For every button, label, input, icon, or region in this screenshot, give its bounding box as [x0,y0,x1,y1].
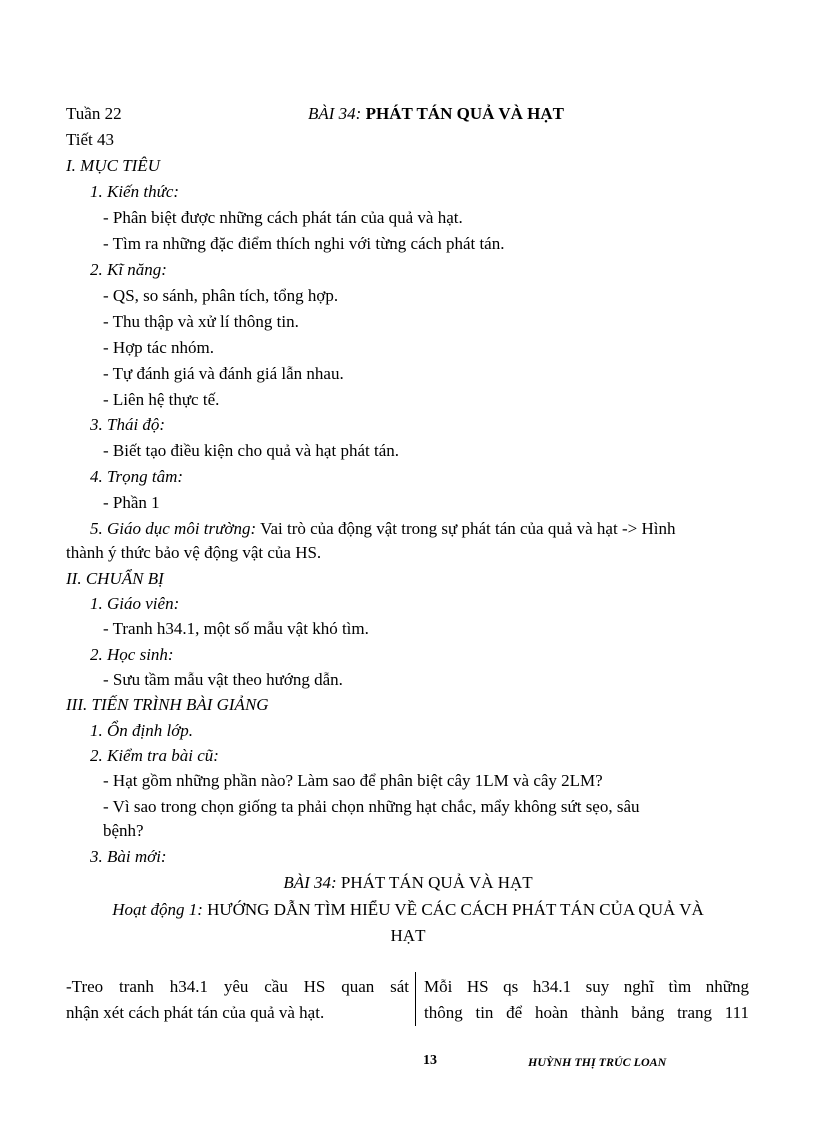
teacher-activity-line: nhận xét cách phát tán của quả và hạt. [66,1003,325,1022]
student-activity-line: thông tin để hoàn thành bảng trang 111 [424,1003,749,1022]
student-item: - Sưu tầm mẫu vật theo hướng dẫn. [103,670,343,689]
skill-item: - Tự đánh giá và đánh giá lẫn nhau. [103,364,344,383]
student-label: 2. Học sinh: [90,645,174,664]
check-label: 2. Kiểm tra bài cũ: [90,746,219,765]
environment-text-cont: thành ý thức bảo vệ động vật của HS. [66,543,322,562]
lesson-title-centered [0,872,816,894]
teacher-item: - Tranh h34.1, một số mẫu vật khó tìm. [103,619,369,638]
activity-title: HƯỚNG DẪN TÌM HIỂU VỀ CÁC CÁCH PHÁT TÁN CỦA QUẢ VÀ [202,900,704,919]
new-lesson-label: 3. Bài mới: [90,847,167,866]
activity-heading [0,899,816,921]
skill-item: - Hợp tác nhóm. [103,338,214,357]
focus-label: 4. Trọng tâm: [90,467,184,486]
activity-label: Hoạt động 1: [112,900,203,919]
skill-item: - QS, so sánh, phân tích, tổng hợp. [103,286,339,305]
section-1-heading: I. MỤC TIÊU [66,156,160,175]
teacher-label: 1. Giáo viên: [90,594,180,613]
section-2-heading: II. CHUẨN BỊ [66,569,164,588]
attitude-label: 3. Thái độ: [90,415,166,434]
lesson-title: PHÁT TÁN QUẢ VÀ HẠT [365,104,564,123]
skills-label: 2. Kĩ năng: [90,260,167,279]
environment-line [90,518,675,540]
author-name: HUỲNH THỊ TRÚC LOAN [528,1055,667,1069]
knowledge-item: - Phân biệt được những cách phát tán của quả và hạt. [103,208,463,227]
activity-title-cont: HẠT [390,926,426,945]
table-divider [415,972,416,1026]
check-question: - Vì sao trong chọn giống ta phải chọn những hạt chắc, mẩy không sứt sẹo, sâu [103,797,640,816]
teacher-activity-line: -Treo tranh h34.1 yêu cầu HS quan sát [66,977,409,996]
lesson-prefix-centered: BÀI 34: [283,873,337,892]
skill-item: - Thu thập và xử lí thông tin. [103,312,299,331]
knowledge-label: 1. Kiến thức: [90,182,180,201]
week-label: Tuần 22 [66,104,122,123]
page-number: 13 [423,1053,437,1068]
attitude-item: - Biết tạo điều kiện cho quả và hạt phát tán. [103,441,399,460]
section-3-heading: III. TIẾN TRÌNH BÀI GIẢNG [66,695,269,714]
lesson-title-text: PHÁT TÁN QUẢ VÀ HẠT [336,873,533,892]
check-question-cont: bệnh? [103,821,144,840]
focus-item: - Phần 1 [103,493,160,512]
environment-text: Vai trò của động vật trong sự phát tán của quả và hạt -> Hình [256,519,676,538]
period-label: Tiết 43 [66,130,115,149]
student-activity-line: Mỗi HS qs h34.1 suy nghĩ tìm những [424,977,749,996]
stabilize-label: 1. Ổn định lớp. [90,721,194,740]
lesson-header [308,103,564,125]
environment-label: 5. Giáo dục môi trường: [90,519,257,538]
check-question: - Hạt gồm những phần nào? Làm sao để phân biệt cây 1LM và cây 2LM? [103,771,603,790]
skill-item: - Liên hệ thực tế. [103,390,220,409]
knowledge-item: - Tìm ra những đặc điểm thích nghi với từng cách phát tán. [103,234,505,253]
lesson-prefix: BÀI 34: [308,104,362,123]
